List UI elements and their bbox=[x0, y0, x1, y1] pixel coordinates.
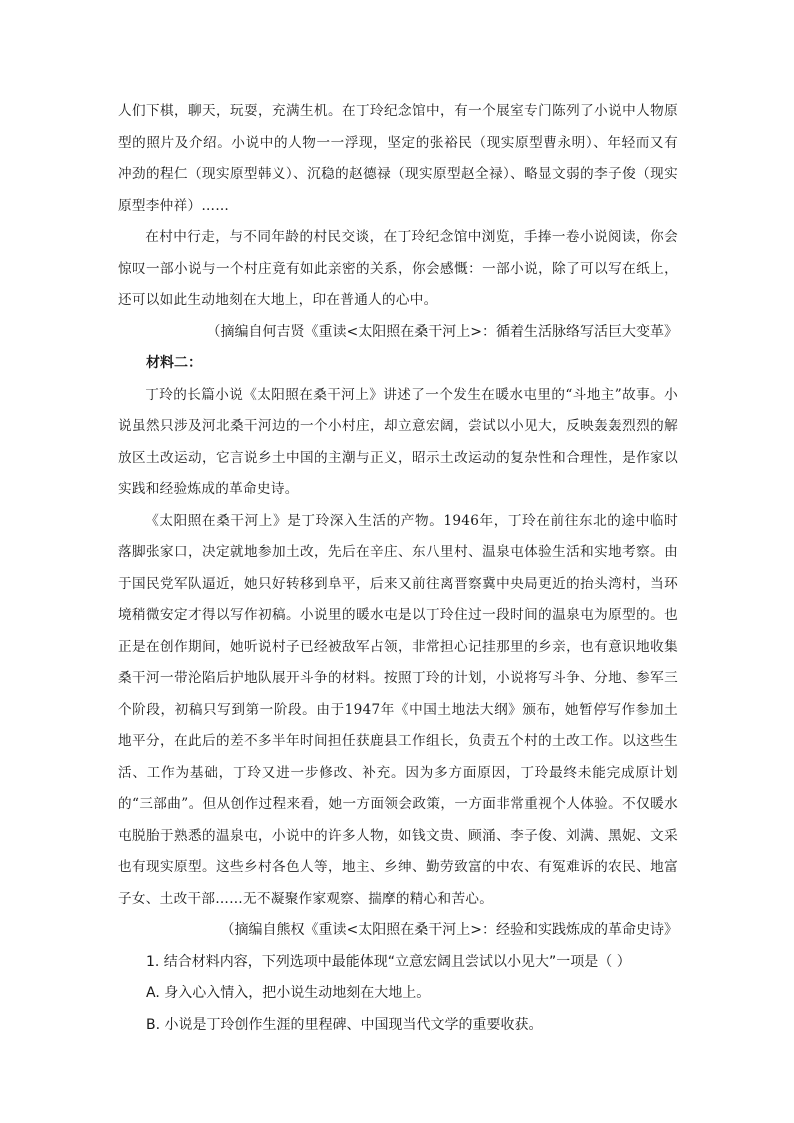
source-citation-1: （摘编自何吉贤《重读<太阳照在桑干河上>：循着生活脉络写活巨大变革》 bbox=[206, 323, 678, 340]
paragraph-museum: 人们下棋，聊天，玩耍，充满生机。在丁玲纪念馆中，有一个展室专门陈列了小说中人物原型的照片及介绍。小说中的人物一一浮现，坚定的张裕民（现实原型曹永明）、年轻而又有冲劲的程仁（现实原型韩义）、沉稳的赵德禄（现实原型赵全禄）、略显文弱的李子俊（现实原型李仲祥）…… bbox=[118, 103, 678, 214]
document-page bbox=[118, 96, 678, 1041]
paragraph-novel-overview: 丁玲的长篇小说《太阳照在桑干河上》讲述了一个发生在暖水屯里的“斗地主”故事。小说虽然只涉及河北桑干河边的一个小村庄，却立意宏阔，尝试以小见大，反映轰轰烈烈的解放区土改运动，它言说乡土中国的主潮与正义，昭示土改运动的复杂性和合理性，是作家以实践和经验炼成的革命史诗。 bbox=[118, 386, 678, 497]
option-b: B. 小说是丁玲创作生涯的里程碑、中国现当代文学的重要收获。 bbox=[146, 1016, 543, 1033]
paragraph-village: 在村中行走，与不同年龄的村民交谈，在丁玲纪念馆中浏览，手捧一卷小说阅读，你会惊叹一部小说与一个村庄竟有如此亲密的关系，你会感慨：一部小说，除了可以写在纸上，还可以如此生动地刻在大地上，印在普通人的心中。 bbox=[118, 229, 678, 308]
paragraph-novel-creation: 《太阳照在桑干河上》是丁玲深入生活的产物。1946年，丁玲在前往东北的途中临时落脚张家口，决定就地参加土改，先后在辛庄、东八里村、温泉屯体验生活和实地考察。由于国民党军队逼近，她只好转移到阜平，后来又前往离晋察冀中央局更近的抬头湾村，当环境稍微安定才得以写作初稿。小说里的暖水屯是以丁玲住过一段时间的温泉屯为原型的。也正是在创作期间，她听说村子已经被敌军占领，非常担心记挂那里的乡亲，也有意识地收集桑干河一带沦陷后护地队展开斗争的材料。按照丁玲的计划，小说将写斗争、分地、参军三个阶段，初稿只写到第一阶段。由于1947年《中国土地法大纲》颁布，她暂停写作参加土地平分，在此后的差不多半年时间担任获鹿县工作组长，负责五个村的土改工作。以这些生活、工作为基础，丁玲又进一步修改、补充。因为多方面原因，丁玲最终未能完成原计划的“三部曲”。但从创作过程来看，她一方面领会政策，一方面非常重视个人体验。不仅暖水屯脱胎于熟悉的温泉屯，小说中的许多人物，如钱文贵、顾涌、李子俊、刘满、黑妮、文采也有现实原型。这些乡村各色人等，地主、乡绅、勤劳致富的中农、有冤难诉的农民、地富子女、土改干部……无不凝聚作家观察、揣摩的精心和苦心。 bbox=[118, 512, 678, 907]
option-a: A. 身入心入情入，把小说生动地刻在大地上。 bbox=[146, 985, 431, 1001]
source-citation-2: （摘编自熊权《重读<太阳照在桑干河上>：经验和实践炼成的革命史诗》 bbox=[220, 922, 678, 938]
material-2-heading: 材料二： bbox=[146, 355, 202, 371]
question-1: 1. 结合材料内容，下列选项中最能体现“立意宏阔且尝试以小见大”一项是（ ） bbox=[146, 953, 631, 970]
